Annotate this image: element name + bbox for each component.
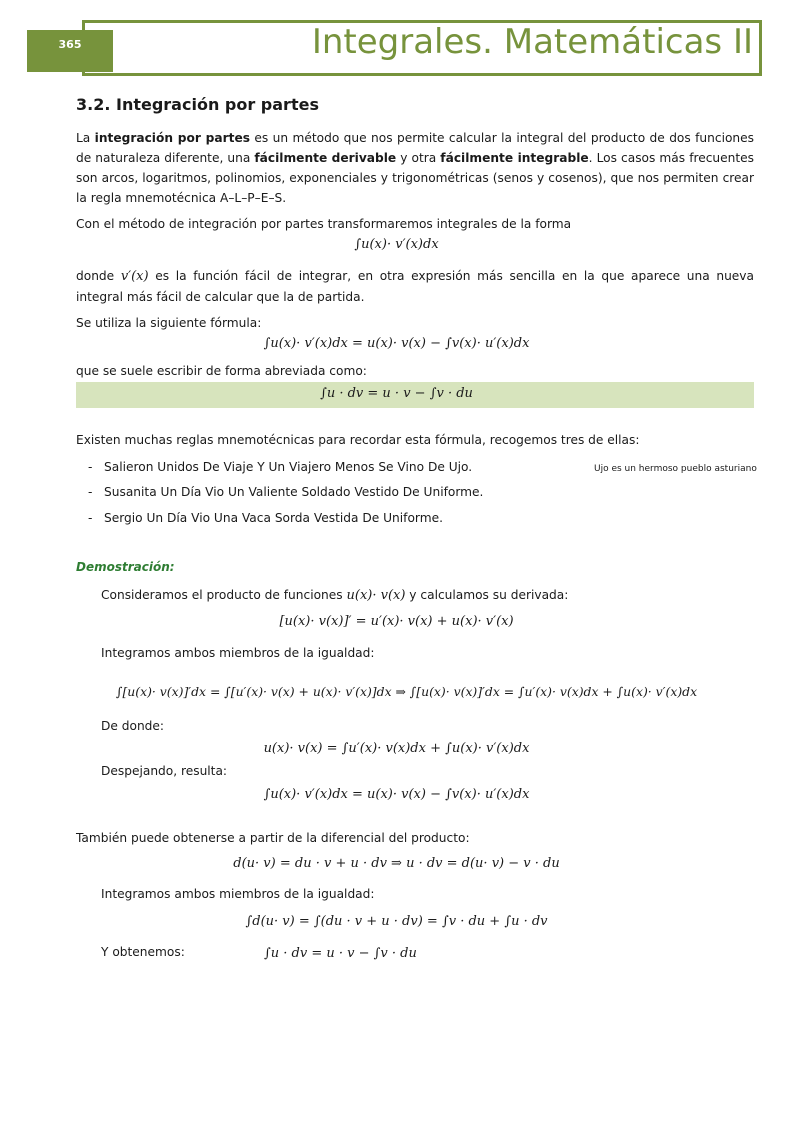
alt-intro: También puede obtenerse a partir de la diferencial del producto: — [76, 831, 470, 845]
mnemonic-text: Salieron Unidos De Viaje Y Un Viajero Menos Se Vino De Ujo. — [104, 460, 473, 474]
page-number: 365 — [58, 37, 82, 51]
formula-despejando: ∫u(x)· v′(x)dx = u(x)· v(x) − ∫v(x)· u′(x)dx — [263, 787, 530, 802]
donde-paragraph — [76, 266, 754, 307]
mnemonic-item-2: - Susanita Un Día Vio Un Valiente Soldado Vestido De Uniforme. — [88, 485, 484, 499]
intro-paragraph — [76, 128, 754, 208]
text-run: La — [76, 131, 95, 145]
demo-step-1 — [101, 588, 568, 603]
page-number-badge — [27, 30, 113, 72]
mnemonic-text: Susanita Un Día Vio Un Valiente Soldado Vestido De Uniforme. — [104, 485, 484, 499]
text-run: donde — [76, 269, 121, 283]
inline-math-vprime: v′(x) — [120, 269, 149, 284]
page-header-title: Integrales. Matemáticas II — [311, 22, 753, 62]
demo-step-2: Integramos ambos miembros de la igualdad: — [101, 646, 375, 660]
section-title: 3.2. Integración por partes — [76, 95, 319, 114]
formula-de-donde: u(x)· v(x) = ∫u′(x)· v(x)dx + ∫u(x)· v′(x)dx — [263, 741, 530, 756]
term-facilmente-derivable: fácilmente derivable — [254, 151, 397, 165]
formula-integrate-both: ∫[u(x)· v(x)]′dx = ∫[u′(x)· v(x) + u(x)· v′(x)]dx ⇒ ∫[u(x)· v(x)]′dx = ∫u′(x)· v(x)dx + ∫u(x)· v′(x)dx — [116, 684, 698, 699]
demo-title: Demostración: — [76, 560, 175, 574]
mnemonic-aside-note: Ujo es un hermoso pueblo asturiano — [594, 464, 757, 474]
demo-step-3: De donde: — [101, 719, 165, 733]
alt-step-1: Integramos ambos miembros de la igualdad: — [101, 887, 375, 901]
formula-integral-form: ∫u(x)· v′(x)dx — [354, 237, 439, 252]
term-integracion-por-partes: integración por partes — [94, 131, 250, 145]
text-run: Consideramos el producto de funciones — [101, 588, 347, 602]
text-run: es la función fácil de integrar, en otra expresión más sencilla en la que aparece una nueva integral más fácil de calcular que la de partida. — [76, 269, 754, 304]
formula-integration-by-parts: ∫u(x)· v′(x)dx = u(x)· v(x) − ∫v(x)· u′(x)dx — [263, 336, 530, 351]
mnemonic-item-1: - Salieron Unidos De Viaje Y Un Viajero Menos Se Vino De Ujo. — [88, 460, 473, 474]
mnemonic-text: Sergio Un Día Vio Una Vaca Sorda Vestida De Uniforme. — [104, 511, 443, 525]
demo-step-4: Despejando, resulta: — [101, 764, 228, 778]
text-run: y calculamos su derivada: — [405, 588, 569, 602]
inline-math-product: u(x)· v(x) — [346, 588, 406, 603]
text-run: es un método que nos permite calcular la integral del producto de dos funciones de naturaleza diferente, una — [76, 131, 754, 165]
mnemonics-intro: Existen muchas reglas mnemotécnicas para recordar esta fórmula, recogemos tres de ellas: — [76, 433, 640, 447]
formula-integrate-differential: ∫d(u· v) = ∫(du · v + u · dv) = ∫v · du + ∫u · dv — [245, 914, 548, 929]
formula-intro-text: Se utiliza la siguiente fórmula: — [76, 316, 262, 330]
text-run: y otra — [396, 151, 441, 165]
formula-differential: d(u· v) = du · v + u · dv ⇒ u · dv = d(u· v) − v · du — [233, 856, 560, 871]
abbrev-intro-text: que se suele escribir de forma abreviada como: — [76, 364, 367, 378]
term-facilmente-integrable: fácilmente integrable — [440, 151, 589, 165]
alt-step-2: Y obtenemos: — [101, 945, 185, 959]
text-run: . Los casos más frecuentes son arcos, logaritmos, polinomios, exponenciales y trigonométricas (senos y cosenos), que nos permiten crear la regla mnemotécnica A–L–P–E–S. — [76, 151, 754, 205]
formula-derivative-product: [u(x)· v(x)]′ = u′(x)· v(x) + u(x)· v′(x) — [279, 614, 514, 629]
formula-abbreviated: ∫u · dv = u · v − ∫v · du — [320, 386, 473, 401]
transform-paragraph: Con el método de integración por partes transformaremos integrales de la forma — [76, 217, 572, 231]
formula-final: ∫u · dv = u · v − ∫v · du — [264, 946, 417, 961]
mnemonic-item-3: - Sergio Un Día Vio Una Vaca Sorda Vestida De Uniforme. — [88, 511, 443, 525]
